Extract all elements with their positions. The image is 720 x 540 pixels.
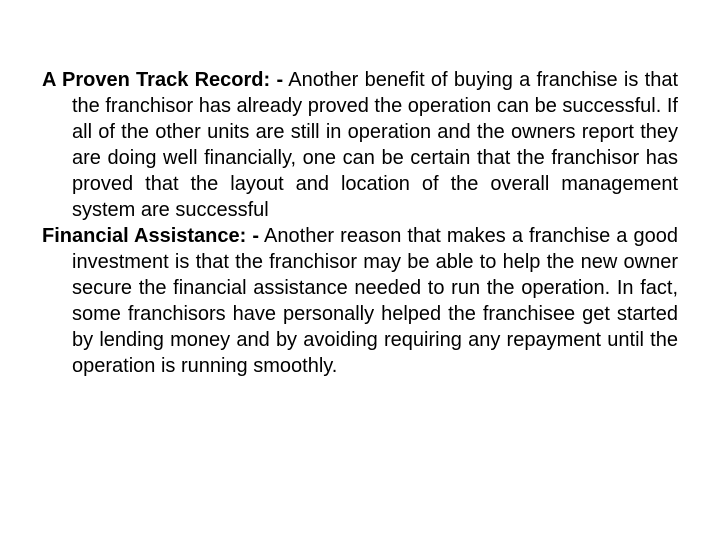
term-financial-assistance: Financial Assistance: - xyxy=(42,225,260,247)
term-track-record: A Proven Track Record: - xyxy=(42,69,284,91)
paragraph-financial-assistance xyxy=(42,223,678,379)
text-track-record: Another benefit of buying a franchise is that the franchisor has already proved the operation can be successful. If all of the other units are still in operation and the owners report they are doing well financially, one can be certain that the franchisor has proved that the layout and location of the overall management system are successful xyxy=(72,69,678,221)
paragraph-track-record xyxy=(42,67,678,223)
slide-body xyxy=(42,67,678,379)
text-financial-assistance: Another reason that makes a franchise a good investment is that the franchisor may be able to help the new owner secure the financial assistance needed to run the operation. In fact, some franchisors have personally helped the franchisee get started by lending money and by avoiding requiring any repayment until the operation is running smoothly. xyxy=(72,225,678,377)
